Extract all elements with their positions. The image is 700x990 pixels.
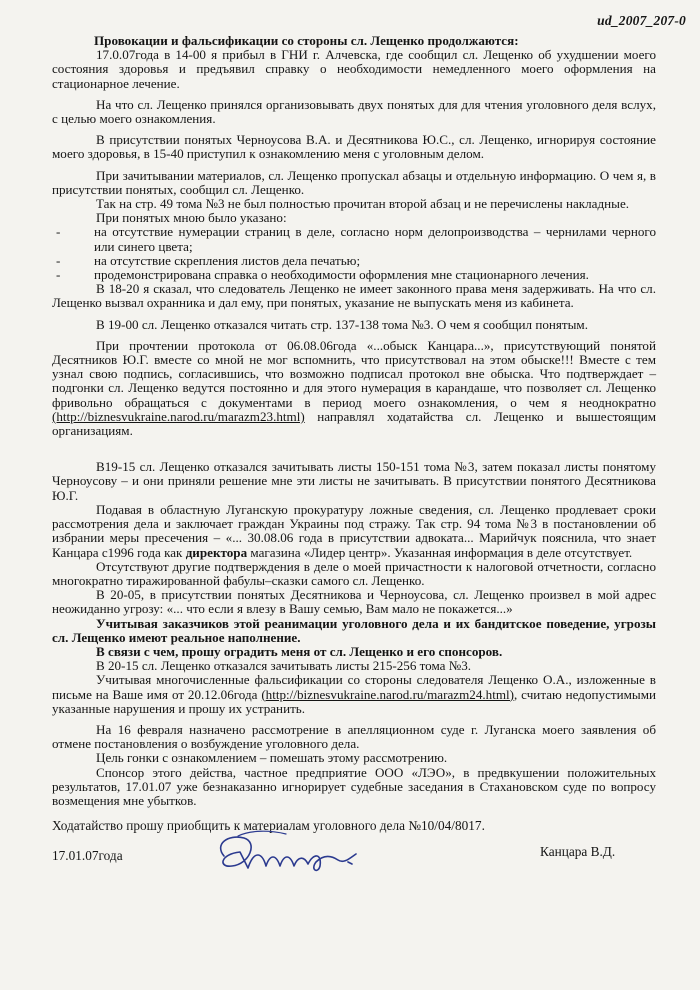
handwritten-signature	[210, 824, 370, 884]
paragraph-tail: , считаю недопустимыми указанные нарушения и прошу их устранить.	[52, 686, 656, 716]
list-item-text: продемонстрирована справка о необходимости оформления мне стационарного лечения.	[94, 267, 589, 283]
list-item	[52, 254, 656, 268]
bold-word: директора	[185, 544, 248, 560]
paragraph: При понятых мною было указано:	[96, 210, 287, 226]
paragraph-tail: направлял ходатайства сл. Лещенко и вышестоящим организациям.	[52, 408, 656, 439]
paragraph: В19-15 сл. Лещенко отказался зачитывать листы 150-151 тома №3, затем показал листы понятому Черноусову – и они приняли решение мне эти листы не зачитывать. В присутствии понятого Десятникова Ю.Г.	[52, 459, 656, 503]
paragraph: В 20-05, в присутствии понятых Десятникова и Черноусова, сл. Лещенко произвел в мой адрес неожиданно угрозу: «... что если я влезу в Вашу семью, Вам мало не покажется...»	[52, 587, 656, 617]
list-item	[52, 268, 656, 282]
paragraph-text: При прочтении протокола от 06.08.06года «...обыск Канцара...», присутствующий понятой Десятников Ю.Г. вместе со мной не мог вспомнить, что присутствовал на этом обыске!!! Вместе с тем узнал свою подпись, согласившись, что возможно подписал протокол вне обыска. Что подтверждает – подгонки сл. Лещенко ведутся постоянно и для этого нумерация в карандаше, что позволяет сл. Лещенко фривольно обращаться с документами в период моего ознакомления, о чем я неоднократно	[52, 337, 656, 410]
bullet-dash-icon: -	[56, 224, 61, 240]
paragraph: Отсутствуют другие подтверждения в деле о моей причастности к налоговой отчетности, согласно многократно тиражированной фабулы–сказки самого сл. Лещенко.	[52, 558, 656, 588]
signature-date: 17.01.07года	[52, 848, 123, 863]
marazm24-link[interactable]: (http://biznesvukraine.narod.ru/marazm24.html)	[261, 686, 515, 702]
paragraph: На что сл. Лещенко принялся организовывать двух понятых для для чтения уголовного деля вслух, с целью моего ознакомления.	[52, 96, 656, 127]
paragraph: При зачитывании материалов, сл. Лещенко пропускал абзацы и отдельную информацию. О чем я, в присутствии понятых, сообщил сл. Лещенко.	[52, 167, 656, 197]
paragraph: На 16 февраля назначено рассмотрение в апелляционном суде г. Луганска моего заявления об отмене постановления о возбуждение уголовного дела.	[52, 721, 656, 752]
list-item	[52, 225, 656, 253]
closing-request: Ходатайство прошу приобщить к материалам уголовного дела №10/04/8017.	[52, 818, 485, 833]
paragraph: Спонсор этого действа, частное предприятие ООО «ЛЭО», в предвкушении положительных результатов, 17.01.07 уже безнаказанно игнорирует судебные заседания в Стахановском суде по вопросу возмещения мне убытков.	[52, 764, 656, 808]
author-name: Канцара В.Д.	[540, 844, 616, 859]
bullet-dash-icon: -	[56, 252, 61, 268]
paragraph	[52, 673, 656, 716]
paragraph: 17.0.07года в 14-00 я прибыл в ГНИ г. Алчевска, где сообщил сл. Лещенко об ухудшении моего состояния здоровья и предъявил справку о необходимости немедленного моего оформления на стационарное лечение.	[52, 47, 656, 91]
document-title: Провокации и фальсификации со стороны сл. Лещенко продолжаются:	[94, 33, 519, 48]
marazm23-link[interactable]: (http://biznesvukraine.narod.ru/marazm23.html)	[52, 408, 305, 424]
paragraph-text: Учитывая многочисленные фальсификации со стороны следователя Лещенко О.А., изложенные в письме на Ваше имя от 20.12.06года	[52, 672, 656, 702]
paragraph	[52, 339, 656, 438]
list-item-text: на отсутствие скрепления листов дела печатью;	[94, 252, 361, 268]
paragraph: В 19-00 сл. Лещенко отказался читать стр. 137-138 тома №3. О чем я сообщил понятым.	[96, 316, 588, 332]
paragraph	[52, 503, 656, 560]
paragraph: В присутствии понятых Черноусова В.А. и Десятникова Ю.С., сл. Лещенко, игнорируя состояние моего здоровья, в 15-40 приступил к ознакомлению меня с уголовным делом.	[52, 132, 656, 162]
list-item-text: на отсутствие нумерации страниц в деле, согласно норм делопроизводства – чернилами черного или синего цвета;	[94, 224, 656, 254]
paragraph-tail: магазина «Лидер центр». Указанная информация в деле отсутствует.	[247, 544, 633, 560]
bullet-dash-icon: -	[56, 267, 61, 283]
bold-paragraph: Учитывая заказчиков этой реанимации уголовного дела и их бандитское поведение, угрозы сл. Лещенко имеют реальное наполнение.	[52, 615, 656, 645]
paragraph: В 18-20 я сказал, что следователь Лещенко не имеет законного права меня задерживать. На что сл. Лещенко вызвал охранника и дал ему, при понятых, указание не выпускать меня из кабинета.	[52, 281, 656, 311]
paragraph-text: Подавая в областную Луганскую прокуратуру ложные сведения, сл. Лещенко продлевает сроки рассмотрения дела и заключает граждан Украины под стражу. Так стр. 94 тома №3 в постановлении об избрании меры пресечения – «... 30.08.06 года в присутствии адвоката... Марийчук пояснила, что знает Канцара с1996 года как	[52, 501, 656, 560]
document-id: ud_2007_207-0	[597, 13, 686, 28]
paragraph: В 20-15 сл. Лещенко отказался зачитывать листы 215-256 тома №3.	[96, 658, 472, 674]
paragraph: Так на стр. 49 тома №3 не был полностью прочитан второй абзац и не перечислены накладные.	[96, 196, 630, 212]
paragraph: Цель гонки с ознакомлением – помешать этому рассмотрению.	[96, 750, 448, 766]
document-body	[52, 34, 656, 808]
bold-paragraph: В связи с чем, прошу оградить меня от сл. Лещенко и его спонсоров.	[96, 643, 503, 659]
